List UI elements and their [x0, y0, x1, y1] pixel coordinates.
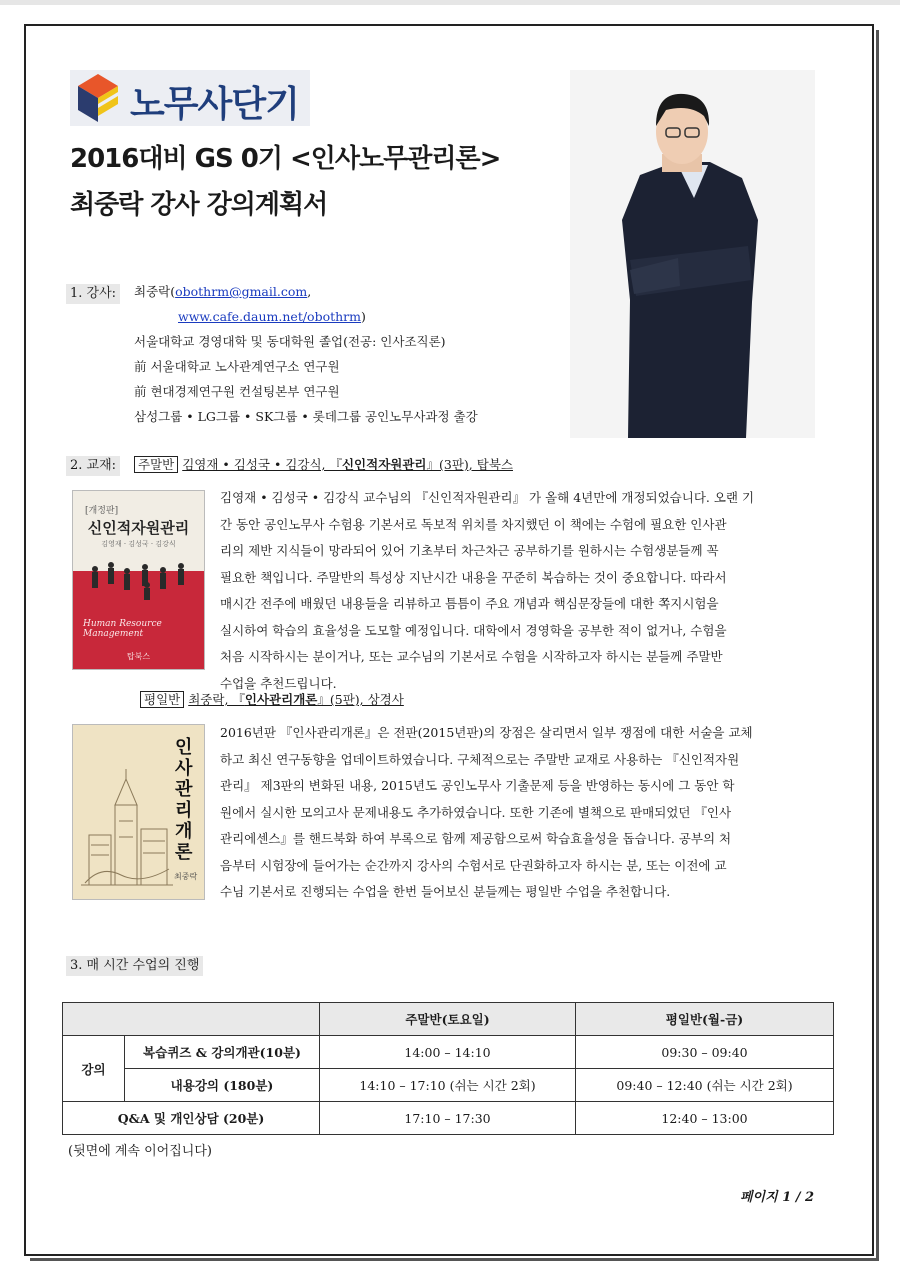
row-label: 복습퀴즈 & 강의개관(10분)	[125, 1036, 320, 1069]
header-weekday: 평일반(월-금)	[576, 1003, 834, 1036]
weekend-desc-line: 리의 제반 지식들이 망라되어 있어 기초부터 차근차근 공부하기를 원하시는 수험생분들께 꼭	[220, 543, 719, 558]
weekend-desc-line: 간 동안 공인노무사 수험용 기본서로 독보적 위치를 차지했던 이 책에는 수험에 필요한 인사관	[220, 516, 727, 532]
weekend-ref-suffix: 』(3판), 탑북스	[426, 457, 513, 472]
weekend-desc-line: 김영재 • 김성국 • 김강식 교수님의 『신인적자원관리』 가 올해 4년만에 개정되었습니다. 오랜 기	[220, 490, 755, 505]
weekend-cover-en: Human Resource Management	[83, 619, 162, 639]
weekday-book-cover	[72, 724, 205, 900]
brand-logo-text: 노무사단기	[130, 84, 299, 125]
title-line-1: 2016대비 GS 0기 <인사노무관리론>	[70, 144, 501, 174]
weekend-desc-line: 실시하여 학습의 효율성을 도모할 예정입니다. 대학에서 경영학을 공부한 적이 없거나, 수험을	[220, 622, 727, 638]
instructor-cafe	[178, 305, 366, 328]
weekday-textbook-ref	[140, 688, 404, 711]
instructor-photo	[570, 70, 815, 438]
weekend-description	[220, 485, 828, 697]
weekend-desc-line: 매시간 전주에 배웠던 내용들을 리뷰하고 틈틈이 주요 개념과 핵심문장들에 대한 쪽지시험을	[220, 596, 719, 611]
weekday-desc-line: 하고 최신 연구동향을 업데이트하였습니다. 구체적으로는 주말반 교재로 사용하는 『신인적자원	[220, 751, 740, 767]
document-title	[70, 136, 500, 228]
bio-line: 前 현대경제연구원 컨설팅본부 연구원	[134, 384, 340, 399]
row-label: 내용강의 (180분)	[125, 1069, 320, 1102]
weekday-desc-line: 원에서 실시한 모의고사 문제내용도 추가하였습니다. 또한 기존에 별책으로 판매되었던 『인사	[220, 804, 732, 820]
table-header-row	[63, 1003, 834, 1036]
schedule-table	[62, 1002, 834, 1135]
contact-close: )	[361, 309, 366, 324]
weekday-time: 12:40 – 13:00	[576, 1102, 834, 1135]
weekend-textbook-ref	[134, 453, 513, 476]
weekend-cover-publisher: 탑북스	[126, 652, 151, 661]
section-1-label: 1. 강사:	[66, 284, 120, 304]
instructor-contact	[134, 280, 311, 303]
weekday-tag: 평일반	[140, 691, 184, 708]
weekend-desc-line: 필요한 책입니다. 주말반의 특성상 지난시간 내용을 꾸준히 복습하는 것이 중요합니다. 따라서	[220, 569, 727, 585]
weekend-time: 14:00 – 14:10	[320, 1036, 576, 1069]
row-label: Q&A 및 개인상담 (20분)	[63, 1102, 320, 1135]
instructor-email-link[interactable]: obothrm@gmail.com	[175, 284, 308, 299]
page-shadow-right	[876, 30, 879, 1258]
header-blank-cell	[63, 1003, 320, 1036]
weekend-desc-line: 수업을 추천드립니다.	[220, 675, 337, 691]
weekday-desc-line: 관리』 제3판의 변화된 내용, 2015년도 공인노무사 기출문제 등을 반영하는 동시에 그 동안 학	[220, 778, 735, 793]
weekday-cover-title: 인사관리개론	[175, 737, 193, 863]
weekend-time: 17:10 – 17:30	[320, 1102, 576, 1135]
weekend-ref-prefix: 김영재 • 김성국 • 김강식, 『	[182, 457, 342, 472]
bio-line: 삼성그룹 • LG그룹 • SK그룹 • 롯데그룹 공인노무사과정 출강	[134, 409, 478, 424]
bio-line: 前 서울대학교 노사관계연구소 연구원	[134, 359, 340, 374]
brand-logo	[70, 70, 310, 126]
top-strip	[0, 0, 900, 5]
weekday-time: 09:30 – 09:40	[576, 1036, 834, 1069]
section-3-label: 3. 매 시간 수업의 진행	[66, 956, 203, 976]
page-shadow-bottom	[30, 1258, 879, 1261]
table-row	[63, 1102, 834, 1135]
section-2-label: 2. 교재:	[66, 456, 120, 476]
table-row	[63, 1036, 834, 1069]
weekend-book-cover	[72, 490, 205, 670]
weekday-ref-suffix: 』(5판), 상경사	[317, 692, 404, 707]
weekend-tag: 주말반	[134, 456, 178, 473]
weekday-ref-title: 인사관리개론	[244, 692, 318, 707]
weekday-cover-illustration	[81, 765, 173, 893]
weekday-desc-line: 음부터 시험장에 들어가는 순간까지 강사의 수험서로 단권화하고자 하시는 분, 또는 이전에 교	[220, 857, 727, 873]
weekday-desc-line: 수님 기본서로 진행되는 수업을 한번 들어보신 분들께는 평일반 수업을 추천합니다.	[220, 884, 671, 899]
weekday-desc-line: 관리에센스』를 핸드북화 하여 부록으로 함께 제공함으로써 학습효율성을 돕습니다. 공부의 처	[220, 831, 732, 846]
weekday-time: 09:40 – 12:40 (쉬는 시간 2회)	[576, 1069, 834, 1102]
table-row	[63, 1069, 834, 1102]
title-line-2: 최중락 강사 강의계획서	[70, 190, 328, 220]
contact-comma: ,	[307, 284, 312, 299]
weekday-description	[220, 720, 828, 906]
instructor-name: 최중락(	[134, 284, 176, 299]
weekend-cover-title: 신인적자원관리	[87, 519, 190, 537]
weekend-time: 14:10 – 17:10 (쉬는 시간 2회)	[320, 1069, 576, 1102]
weekend-cover-edition: [개정판]	[85, 506, 119, 516]
instructor-cafe-link[interactable]: www.cafe.daum.net/obothrm	[178, 309, 362, 324]
weekday-cover-author: 최중락	[174, 872, 198, 881]
brand-mark-icon	[74, 72, 124, 124]
weekday-ref-prefix: 최중락, 『	[188, 692, 245, 707]
weekend-cover-figures	[87, 559, 192, 601]
bio-line: 서울대학교 경영대학 및 동대학원 졸업(전공: 인사조직론)	[134, 334, 446, 349]
weekend-ref-title: 신인적자원관리	[341, 457, 427, 472]
weekend-cover-authors: 김영재 · 김성국 · 김강식	[101, 540, 176, 548]
weekend-desc-line: 처음 시작하시는 분이거나, 또는 교수님의 기본서로 수험을 시작하고자 하시는 분들께 주말반	[220, 649, 723, 664]
header-weekend: 주말반(토요일)	[320, 1003, 576, 1036]
page-number: 페이지 1 / 2	[740, 1190, 815, 1205]
lecture-group-label: 강의	[63, 1036, 125, 1102]
weekday-desc-line: 2016년판 『인사관리개론』은 전판(2015년판)의 장점은 살리면서 일부 쟁점에 대한 서술을 교체	[220, 725, 753, 740]
continued-note: (뒷면에 계속 이어집니다)	[68, 1144, 212, 1159]
